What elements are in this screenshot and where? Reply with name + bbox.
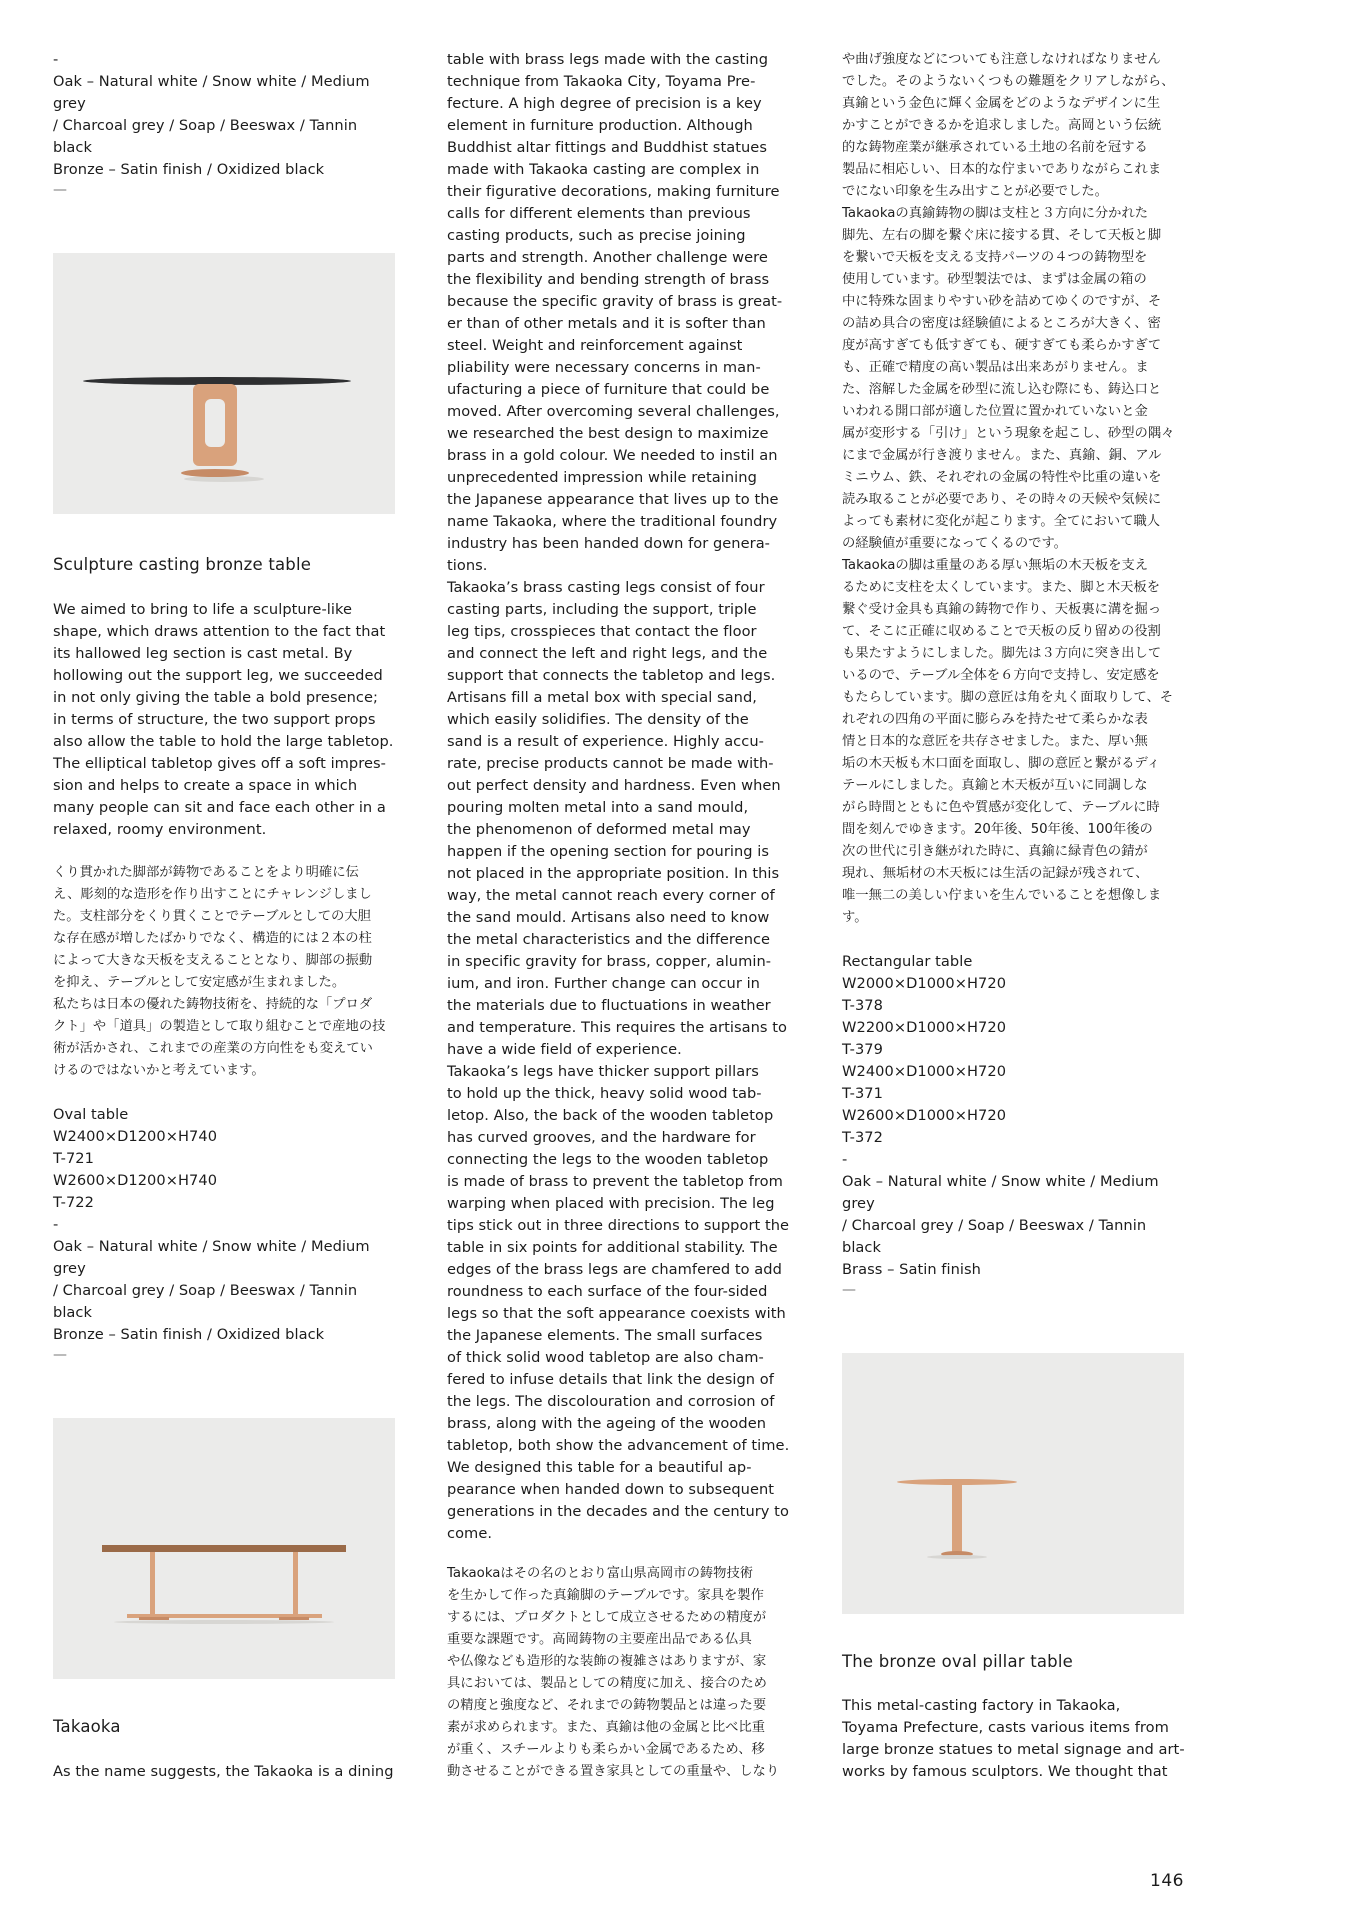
sculpture-table-illustration	[53, 253, 395, 514]
paragraph-takaoka-jp: Takaokaはその名のとおり富山県高岡市の鋳物技術 を生かして作った真鍮脚のテーブルです。家具を製作 するには、プロダクトとして成立させるための精度が 重要な課題です。高岡鋳物の主要産出品である仏具 や仏像なども造形的な装飾の複雑さはありますが、家 具においては、製品としての精度に加え、接合のため の精度と強度など、それまでの鋳物製品とは違った要 素が求められます。また、真鍮は他の金属と比べ比重 が重く、スチールよりも柔らかい金属であるため、移 動させることができる置き家具としての重量や、しなり	[447, 1566, 780, 1779]
spec-oval-table: Oval table W2400×D1200×H740 T-721 W2600×D1200×H740 T-722 - Oak – Natural white / Snow white / Medium grey / Charcoal grey / Soap / Beeswax / Tannin black Bronze – Satin finish / Oxidized black	[53, 1106, 370, 1343]
heading-takaoka: Takaoka	[53, 1717, 121, 1736]
paragraph-takaoka-start: As the name suggests, the Takaoka is a dining	[53, 1763, 394, 1780]
page-number: 146	[1150, 1871, 1184, 1891]
heading-bronze-oval-pillar: The bronze oval pillar table	[842, 1652, 1073, 1671]
bronze-oval-pillar-photo	[842, 1353, 1184, 1614]
paragraph-bronze-pillar-en: This metal-casting factory in Takaoka, Toyama Prefecture, casts various items from large bronze statues to metal signage and art- works by famous sculptors. We thought that	[842, 1697, 1185, 1780]
takaoka-table-photo	[53, 1418, 395, 1679]
takaoka-table-illustration	[53, 1418, 395, 1679]
paragraph-sculpture-jp: くり貫かれた脚部が鋳物であることをより明確に伝 え、彫刻的な造形を作り出すことにチャレンジしまし た。支柱部分をくり貫くことでテーブルとしての大胆 な存在感が増したばかりでなく、構造的には２本の柱 によって大きな天板を支えることとなり、脚部の振動 を抑え、テーブルとして安定感が生まれました。 私たちは日本の優れた鋳物技術を、持続的な「プロダ クト」や「道具」の製造として取り組むことで産地の技 術が活かされ、これまでの産業の方向性をも変えてい けるのではないかと考えています。	[53, 865, 386, 1078]
section-divider: —	[53, 1347, 67, 1363]
spec-rectangular-table: Rectangular table W2000×D1000×H720 T-378 W2200×D1000×H720 T-379 W2400×D1000×H720 T-371 W2600×D1000×H720 T-372 - Oak – Natural white / Snow white / Medium grey / Charcoal grey / Soap / Beeswax / Tannin black Brass – Satin finish	[842, 953, 1159, 1278]
heading-sculpture-table: Sculpture casting bronze table	[53, 555, 312, 574]
section-divider: —	[53, 182, 67, 198]
paragraph-takaoka-jp-continued: や曲げ強度などについても注意しなければなりません でした。そのようないくつもの難題をクリアしながら、 真鍮という金色に輝く金属をどのようなデザインに生 かすことができるかを追求しました。高岡という伝統 的な鋳物産業が継承されている土地の名前を冠する 製品に相応しい、日本的な佇まいでありながらこれま でにない印象を生み出すことが必要でした。 Takaokaの真鍮鋳物の脚は支柱と３方向に分かれた 脚先、左右の脚を繋ぐ床に接する貫、そして天板と脚 を繋いで天板を支える支持パーツの４つの鋳物型を 使用しています。砂型製法では、まずは金属の箱の 中に特殊な固まりやすい砂を詰めてゆくのですが、そ の詰め具合の密度は経験値によるところが大きく、密 度が高すぎても低すぎても、硬すぎても柔らかすぎて も、正確で精度の高い製品は出来あがりません。ま た、溶解した金属を砂型に流し込む際にも、鋳込口と いわれる開口部が適した位置に置かれていないと金 属が変形する「引け」という現象を起こし、砂型の隅々 にまで金属が行き渡りません。また、真鍮、銅、アル ミニウム、鉄、それぞれの金属の特性や比重の違いを 読み取ることが必要であり、その時々の天候や気候に よっても素材に変化が起こります。全てにおいて職人 の経験値が重要になってくるのです。 Takaokaの脚は重量のある厚い無垢の木天板を支え るために支柱を太くしています。また、脚と木天板を 繋ぐ受け金具も真鍮の鋳物で作り、天板裏に溝を掘っ て、そこに正確に収めることで天板の反り留めの役割 も果たすようにしました。脚先は３方向に突き出して いるので、テーブル全体を６方向で支持し、安定感を もたらしています。脚の意匠は角を丸く面取りして、そ れぞれの四角の平面に膨らみを持たせて柔らかな表 情と日本的な意匠を共存させました。また、厚い無 垢の木天板も木口面を面取し、脚の意匠と繋がるディ テールにしました。真鍮と木天板が互いに同調しな がら時間とともに色や質感が変化して、テーブルに時 間を刻んでゆきます。20年後、50年後、100年後の 次の世代に引き継がれた時に、真鍮に緑青色の錆が 現れ、無垢材の木天板には生活の記録が残されて、 唯一無二の美しい佇まいを生んでいることを想像しま す。	[842, 52, 1175, 925]
section-divider: —	[842, 1282, 856, 1298]
spec-oval-materials-top: - Oak – Natural white / Snow white / Medium grey / Charcoal grey / Soap / Beeswax / Tannin black Bronze – Satin finish / Oxidized black	[53, 51, 370, 178]
paragraph-takaoka-en: table with brass legs made with the casting technique from Takaoka City, Toyama Pre- fecture. A high degree of precision is a key element in furniture production. Although Buddhist altar fittings and Buddhist statues made with Takaoka casting are complex in their figurative decorations, making furniture calls for different elements than previous casting products, such as precise joining parts and strength. Another challenge were the flexibility and bending strength of brass because the specific gravity of brass is great- er than of other metals and it is softer than steel. Weight and reinforcement against pliability were necessary concerns in man- ufacturing a piece of furniture that could be moved. After overcoming several challenges, we researched the best design to maximize brass in a gold colour. We needed to instil an unprecedented impression while retaining the Japanese appearance that lives up to the name Takaoka, where the traditional foundry industry has been handed down for genera- tions. Takaoka’s brass casting legs consist of four casting parts, including the support, triple leg tips, crosspieces that contact the floor and connect the left and right legs, and the support that connects the tabletop and legs. Artisans fill a metal box with special sand, which easily solidifies. The density of the sand is a result of experience. Highly accu- rate, precise products cannot be made with- out perfect density and hardness. Even when pouring molten metal into a sand mould, the phenomenon of deformed metal may happen if the opening section for pouring is not placed in the appropriate position. In this way, the metal cannot reach every corner of the sand mould. Artisans also need to know the metal characteristics and the difference in specific gravity for brass, copper, alumin- ium, and iron. Further change can occur in the materials due to fluctuations in weather and temperature. This requires the artisans to have a wide field of experience. Takaoka’s legs have thicker support pillars to hold up the thick, heavy solid wood tab- letop. Also, the back of the wooden tabletop has curved grooves, and the hardware for connecting the legs to the wooden tabletop is made of brass to prevent the tabletop from warping when placed with precision. The leg tips stick out in three directions to support the table in six points for additional stability. The edges of the brass legs are chamfered to add roundness to each surface of the four-sided legs so that the soft appearance coexists with the Japanese elements. The small surfaces of thick solid wood tabletop are also cham- fered to infuse details that link the design of the legs. The discolouration and corrosion of brass, along with the ageing of the wooden tabletop, both show the advancement of time. We designed this table for a beautiful ap- pearance when handed down to subsequent generations in the decades and the century to come.	[447, 51, 790, 1542]
bronze-pillar-table-illustration	[842, 1353, 1184, 1614]
paragraph-sculpture-en: We aimed to bring to life a sculpture-like shape, which draws attention to the fact that its hallowed leg section is cast metal. By hollowing out the support leg, we succeeded in not only giving the table a bold presence; in terms of structure, the two support props also allow the table to hold the large tabletop. The elliptical tabletop gives off a soft impres- sion and helps to create a space in which many people can sit and face each other in a relaxed, roomy environment.	[53, 601, 394, 838]
sculpture-table-photo	[53, 253, 395, 514]
